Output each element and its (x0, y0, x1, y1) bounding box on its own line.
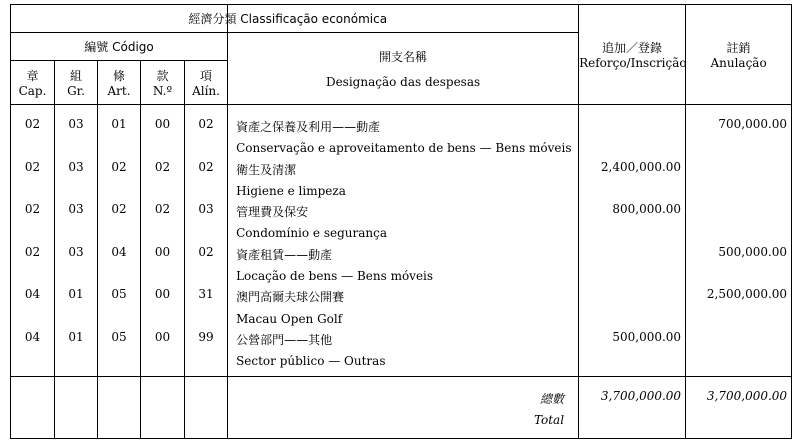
designation-cjk: 澳門高爾夫球公開賽 (236, 290, 345, 305)
designation-cjk: 衛生及清潔 (236, 162, 297, 177)
designation-pt: Sector público — Outras (236, 354, 386, 369)
gr-cell: 01 (68, 287, 84, 302)
designation-pt: Higiene e limpeza (236, 183, 346, 198)
cap-column (11, 105, 55, 377)
col-no-header: 款 N.º (141, 61, 185, 105)
designation-pt: Conservação e aproveitamento de bens — Bens móveis (236, 141, 572, 156)
gr-cell: 01 (68, 329, 84, 344)
reforco-cell (579, 287, 681, 330)
designation-column (228, 105, 579, 377)
designation-cjk: 資產租賃——動產 (236, 247, 333, 262)
alin-column (185, 105, 228, 377)
gr-column (55, 105, 98, 377)
anulacao-cell (686, 202, 787, 245)
anulacao-cell (686, 160, 787, 203)
reforco-column (579, 105, 686, 377)
reinforcement-header: 追加／登錄 Reforço/Inscrição (579, 5, 686, 105)
alin-cell: 02 (198, 159, 214, 174)
no-cell: 00 (154, 244, 171, 259)
col-art-header: 條 Art. (98, 61, 141, 105)
no-cell: 02 (154, 159, 171, 174)
art-cell: 05 (111, 287, 127, 302)
cancellation-header: 註銷 Anulação (686, 5, 792, 105)
gr-cell: 03 (68, 159, 84, 174)
no-cell: 00 (154, 329, 171, 344)
reforco-cell: 2,400,000.00 (600, 159, 682, 174)
no-column (141, 105, 185, 377)
cap-cell: 02 (24, 117, 41, 131)
anulacao-cell: 2,500,000.00 (706, 287, 788, 302)
total-reforco: 3,700,000.00 (579, 377, 686, 439)
designation-pt: Condomínio e segurança (236, 226, 388, 241)
art-cell: 02 (111, 202, 127, 217)
cap-cell: 02 (24, 202, 41, 217)
anulacao-cell: 700,000.00 (718, 117, 788, 131)
alin-cell: 02 (198, 117, 214, 131)
anulacao-column (686, 105, 792, 377)
alin-cell: 31 (198, 287, 214, 302)
art-cell: 05 (111, 329, 127, 344)
reforco-cell: 500,000.00 (612, 329, 682, 344)
no-cell: 00 (154, 117, 171, 131)
designation-pt: Macau Open Golf (236, 311, 343, 326)
designation-header: 開支名稱 Designação das despesas (228, 33, 579, 105)
code-header: 編號 Código (11, 33, 228, 61)
col-alin-header: 項 Alín. (185, 61, 228, 105)
anulacao-cell: 500,000.00 (718, 244, 788, 259)
designation-pt: Locação de bens — Bens móveis (236, 269, 434, 284)
classification-header: 經濟分類 Classificação económica (11, 5, 228, 33)
total-anulacao: 3,700,000.00 (686, 377, 792, 439)
gr-cell: 03 (68, 244, 84, 259)
designation-cjk: 管理費及保安 (236, 205, 309, 220)
total-label: 總數 Total (228, 377, 579, 439)
art-cell: 04 (111, 244, 127, 259)
gr-cell: 03 (68, 202, 84, 217)
reforco-cell (579, 245, 681, 288)
table-body (11, 105, 792, 377)
no-cell: 00 (154, 287, 171, 302)
budget-table (10, 4, 792, 439)
alin-cell: 03 (198, 202, 214, 217)
no-cell: 02 (154, 202, 171, 217)
art-column (98, 105, 141, 377)
cap-cell: 02 (24, 244, 41, 259)
alin-cell: 02 (198, 244, 214, 259)
col-gr-header: 組 Gr. (55, 61, 98, 105)
total-row (11, 377, 792, 439)
alin-cell: 99 (198, 329, 214, 344)
art-cell: 02 (111, 159, 127, 174)
anulacao-cell (686, 330, 787, 373)
designation-cjk: 公營部門——其他 (236, 332, 333, 347)
cap-cell: 02 (24, 159, 41, 174)
gr-cell: 03 (68, 117, 84, 131)
col-cap-header: 章 Cap. (11, 61, 55, 105)
cap-cell: 04 (24, 287, 41, 302)
cap-cell: 04 (24, 329, 41, 344)
reforco-cell (579, 117, 681, 160)
designation-cjk: 資產之保養及利用——動產 (236, 120, 381, 134)
reforco-cell: 800,000.00 (612, 202, 682, 217)
art-cell: 01 (111, 117, 127, 131)
